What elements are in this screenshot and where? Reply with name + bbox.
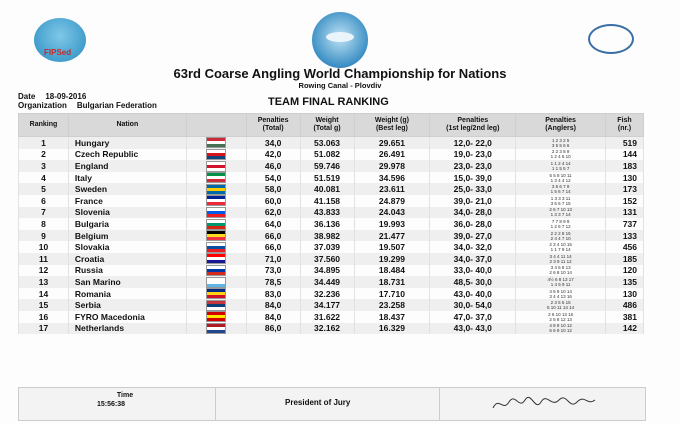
- flag-cell: [186, 241, 246, 253]
- weight-total-cell: 32.236: [300, 288, 354, 300]
- flag-icon: [206, 195, 226, 206]
- penalties-legs-cell: 30,0- 54,0: [430, 299, 516, 311]
- weight-best-cell: 21.477: [354, 230, 430, 242]
- weight-total-cell: 36.136: [300, 218, 354, 230]
- penalties-anglers-cell: [516, 276, 606, 288]
- table-row: [19, 183, 644, 195]
- nation-cell: Sweden: [68, 183, 186, 195]
- fish-cell: 737: [605, 218, 643, 230]
- anglers-leg2: 1 1 5 5 7: [551, 165, 570, 171]
- fish-cell: 152: [605, 195, 643, 207]
- flag-cell: [186, 288, 246, 300]
- penalties-total-cell: 84,0: [246, 299, 300, 311]
- flag-cell: [186, 230, 246, 242]
- championship-logo: [312, 12, 368, 68]
- weight-total-cell: 31.622: [300, 311, 354, 323]
- penalties-anglers-cell: [516, 149, 606, 161]
- weight-total-cell: 34.177: [300, 299, 354, 311]
- fish-cell: 144: [605, 149, 643, 161]
- anglers-leg1: 2 6 10 13 16: [548, 311, 574, 317]
- penalties-legs-cell: 34,0- 32,0: [430, 241, 516, 253]
- fish-cell: 131: [605, 207, 643, 219]
- penalties-legs-cell: 43,0- 43,0: [430, 323, 516, 335]
- nation-cell: Bulgaria: [68, 218, 186, 230]
- nation-cell: Italy: [68, 172, 186, 184]
- weight-best-cell: 19.993: [354, 218, 430, 230]
- nation-cell: Czech Republic: [68, 149, 186, 161]
- weight-total-cell: 40.081: [300, 183, 354, 195]
- weight-total-cell: 34.449: [300, 276, 354, 288]
- flag-icon: [206, 265, 226, 276]
- nation-cell: Russia: [68, 265, 186, 277]
- organization-value: Bulgarian Federation: [76, 101, 157, 110]
- penalties-total-cell: 66,0: [246, 230, 300, 242]
- penalties-anglers-cell: [516, 323, 606, 335]
- penalties-legs-cell: 33,0- 40,0: [430, 265, 516, 277]
- rank-cell: 1: [19, 137, 69, 149]
- weight-best-cell: 18.484: [354, 265, 430, 277]
- penalties-legs-cell: 23,0- 23,0: [430, 160, 516, 172]
- fish-cell: 173: [605, 183, 643, 195]
- penalties-anglers-cell: [516, 265, 606, 277]
- weight-total-cell: 43.833: [300, 207, 354, 219]
- president-label: President of Jury: [285, 398, 351, 407]
- nation-cell: Hungary: [68, 137, 186, 149]
- flag-icon: [206, 149, 226, 160]
- anglers-leg2: 1 3 3 7 14: [550, 212, 571, 218]
- rank-cell: 8: [19, 218, 69, 230]
- nation-cell: Romania: [68, 288, 186, 300]
- penalties-anglers-cell: [516, 241, 606, 253]
- penalties-total-cell: 78,5: [246, 276, 300, 288]
- table-row: [19, 230, 644, 242]
- nation-cell: Serbia: [68, 299, 186, 311]
- rank-cell: 16: [19, 311, 69, 323]
- col-penalties-legs: Penalties (1st leg/2nd leg): [430, 114, 516, 137]
- rank-cell: 4: [19, 172, 69, 184]
- table-row: [19, 323, 644, 335]
- rank-cell: 3: [19, 160, 69, 172]
- fish-cell: 519: [605, 137, 643, 149]
- fips-logo: [34, 18, 86, 62]
- anglers-leg2: 3 5 6 7 15: [550, 200, 571, 206]
- weight-total-cell: 59.746: [300, 160, 354, 172]
- fish-cell: 130: [605, 172, 643, 184]
- flag-icon: [206, 277, 226, 288]
- penalties-total-cell: 58,0: [246, 183, 300, 195]
- flag-cell: [186, 195, 246, 207]
- table-row: [19, 311, 644, 323]
- anglers-leg1: 7 7 8 9 9: [551, 218, 570, 224]
- flag-cell: [186, 172, 246, 184]
- flag-cell: [186, 276, 246, 288]
- flag-icon: [206, 242, 226, 253]
- penalties-anglers-cell: [516, 137, 606, 149]
- penalties-total-cell: 42,0: [246, 149, 300, 161]
- rank-cell: 17: [19, 323, 69, 335]
- flag-cell: [186, 160, 246, 172]
- col-nation: Nation: [68, 114, 186, 137]
- penalties-legs-cell: 43,0- 40,0: [430, 288, 516, 300]
- table-row: [19, 218, 644, 230]
- penalties-total-cell: 71,0: [246, 253, 300, 265]
- rank-cell: 9: [19, 230, 69, 242]
- col-weight-best: Weight (g) (Best leg): [354, 114, 430, 137]
- federation-logo: [588, 24, 634, 54]
- nation-cell: Croatia: [68, 253, 186, 265]
- weight-total-cell: 53.063: [300, 137, 354, 149]
- anglers-leg1: 1 2 3 2 5: [551, 137, 570, 143]
- flag-icon: [206, 207, 226, 218]
- penalties-anglers-cell: [516, 288, 606, 300]
- table-row: [19, 137, 644, 149]
- rank-cell: 15: [19, 299, 69, 311]
- date-value: 18-09-2016: [45, 92, 87, 101]
- rank-cell: 7: [19, 207, 69, 219]
- flag-icon: [206, 323, 226, 334]
- anglers-leg2: 1 5 6 7 14: [550, 189, 571, 195]
- penalties-legs-cell: 34,0- 28,0: [430, 207, 516, 219]
- penalties-anglers-cell: [516, 207, 606, 219]
- nation-cell: Netherlands: [68, 323, 186, 335]
- anglers-leg2: 3 5 5 6 6: [551, 142, 570, 148]
- weight-total-cell: 37.039: [300, 241, 354, 253]
- flag-cell: [186, 299, 246, 311]
- flag-icon: [206, 172, 226, 183]
- weight-best-cell: 18.731: [354, 276, 430, 288]
- flag-cell: [186, 311, 246, 323]
- fish-cell: 120: [605, 265, 643, 277]
- fish-cell: 486: [605, 299, 643, 311]
- weight-total-cell: 51.519: [300, 172, 354, 184]
- anglers-leg2: 6 6 9 10 12: [549, 328, 572, 334]
- flag-icon: [206, 253, 226, 264]
- penalties-legs-cell: 39,0- 27,0: [430, 230, 516, 242]
- nation-cell: France: [68, 195, 186, 207]
- penalties-anglers-cell: [516, 311, 606, 323]
- date-label: Date: [18, 92, 36, 101]
- flag-cell: [186, 183, 246, 195]
- nation-cell: Belgium: [68, 230, 186, 242]
- weight-best-cell: 23.258: [354, 299, 430, 311]
- organization-label: Organization: [18, 101, 67, 110]
- fips-logo-text: FIPSed: [44, 48, 72, 57]
- weight-best-cell: 16.329: [354, 323, 430, 335]
- anglers-leg1: 2 2 3 8 9: [551, 149, 570, 155]
- anglers-leg2: 1 1 7 9 14: [550, 247, 571, 253]
- penalties-anglers-cell: [516, 183, 606, 195]
- table-row: [19, 149, 644, 161]
- table-row: [19, 195, 644, 207]
- col-weight-total: Weight (Total g): [300, 114, 354, 137]
- date-line: [18, 92, 86, 101]
- weight-best-cell: 26.491: [354, 149, 430, 161]
- anglers-leg2: 2 4 4 7 10: [550, 235, 571, 241]
- penalties-anglers-cell: [516, 299, 606, 311]
- anglers-leg1: 4 8 9 10 12: [549, 323, 572, 329]
- flag-icon: [206, 311, 226, 322]
- penalties-anglers-cell: [516, 218, 606, 230]
- anglers-leg2: 2 6 8 10 14: [549, 270, 572, 276]
- weight-best-cell: 34.596: [354, 172, 430, 184]
- nation-cell: England: [68, 160, 186, 172]
- nation-cell: Slovenia: [68, 207, 186, 219]
- weight-best-cell: 19.299: [354, 253, 430, 265]
- organization-line: [18, 101, 157, 110]
- table-row: [19, 160, 644, 172]
- penalties-anglers-cell: [516, 253, 606, 265]
- penalties-total-cell: 83,0: [246, 288, 300, 300]
- weight-best-cell: 17.710: [354, 288, 430, 300]
- anglers-leg1: 2 3 4 10 15: [549, 242, 572, 248]
- weight-best-cell: 29.978: [354, 160, 430, 172]
- fish-cell: 183: [605, 160, 643, 172]
- weight-total-cell: 41.158: [300, 195, 354, 207]
- penalties-legs-cell: 48,5- 30,0: [430, 276, 516, 288]
- table-row: [19, 288, 644, 300]
- flag-icon: [206, 288, 226, 299]
- penalties-anglers-cell: [516, 195, 606, 207]
- penalties-anglers-cell: [516, 172, 606, 184]
- penalties-legs-cell: 39,0- 21,0: [430, 195, 516, 207]
- penalties-total-cell: 86,0: [246, 323, 300, 335]
- anglers-leg2: 3 4 4 13 16: [549, 293, 572, 299]
- anglers-leg1: 3 4 5 8 13: [550, 265, 571, 271]
- anglers-leg1: 5 5 8 10 11: [549, 172, 572, 178]
- page-title: 63rd Coarse Angling World Championship for Nations: [173, 66, 507, 81]
- col-penalties-total: Penalties (Total): [246, 114, 300, 137]
- penalties-total-cell: 46,0: [246, 160, 300, 172]
- flag-cell: [186, 149, 246, 161]
- rank-cell: 13: [19, 276, 69, 288]
- table-header-row: [19, 114, 644, 137]
- flag-cell: [186, 253, 246, 265]
- time-label: Time: [116, 392, 134, 399]
- fish-cell: 130: [605, 288, 643, 300]
- anglers-leg1: 1 1 2 4 14: [550, 160, 571, 166]
- weight-total-cell: 34.895: [300, 265, 354, 277]
- footer-bar: [18, 387, 646, 421]
- nation-cell: FYRO Macedonia: [68, 311, 186, 323]
- table-row: [19, 253, 644, 265]
- col-penalties-anglers: Penalties (Anglers): [516, 114, 606, 137]
- col-fish: Fish (nr.): [605, 114, 643, 137]
- rank-cell: 6: [19, 195, 69, 207]
- penalties-legs-cell: 36,0- 28,0: [430, 218, 516, 230]
- fish-cell: 381: [605, 311, 643, 323]
- col-flag: [186, 114, 246, 137]
- anglers-leg1: 2 3 5 5 15: [550, 300, 571, 306]
- weight-total-cell: 38.982: [300, 230, 354, 242]
- anglers-leg1: 3 6 6 7 9: [551, 184, 570, 190]
- penalties-total-cell: 54,0: [246, 172, 300, 184]
- weight-total-cell: 51.082: [300, 149, 354, 161]
- page-subtitle: Rowing Canal - Plovdiv: [298, 81, 382, 90]
- fish-icon: [326, 32, 354, 42]
- anglers-leg2: 1 3 4 4 12: [550, 177, 571, 183]
- penalties-anglers-cell: [516, 160, 606, 172]
- flag-cell: [186, 137, 246, 149]
- footer-president-cell: [215, 388, 440, 420]
- flag-cell: [186, 207, 246, 219]
- fish-cell: 456: [605, 241, 643, 253]
- penalties-total-cell: 66,0: [246, 241, 300, 253]
- team-ranking-table: [18, 113, 644, 334]
- nation-cell: San Marino: [68, 276, 186, 288]
- rank-cell: 11: [19, 253, 69, 265]
- weight-best-cell: 24.879: [354, 195, 430, 207]
- weight-total-cell: 37.560: [300, 253, 354, 265]
- flag-cell: [186, 218, 246, 230]
- anglers-leg1: 1 3 3 3 11: [550, 195, 571, 201]
- col-ranking: Ranking: [19, 114, 69, 137]
- anglers-leg1: 3 4 4 11 14: [549, 253, 572, 259]
- penalties-legs-cell: 19,0- 23,0: [430, 149, 516, 161]
- table-row: [19, 299, 644, 311]
- weight-best-cell: 23.611: [354, 183, 430, 195]
- table-row: [19, 207, 644, 219]
- penalties-legs-cell: 34,0- 37,0: [430, 253, 516, 265]
- flag-icon: [206, 184, 226, 195]
- flag-cell: [186, 265, 246, 277]
- weight-best-cell: 29.651: [354, 137, 430, 149]
- weight-best-cell: 24.043: [354, 207, 430, 219]
- flag-cell: [186, 323, 246, 335]
- table-row: [19, 172, 644, 184]
- anglers-leg2: 1 2 6 7 12: [550, 223, 571, 229]
- anglers-leg2: 1 2 4 6 10: [550, 154, 571, 160]
- fish-cell: 185: [605, 253, 643, 265]
- rank-cell: 12: [19, 265, 69, 277]
- anglers-leg1: 4½ 6 8 13 17: [547, 276, 574, 282]
- penalties-total-cell: 34,0: [246, 137, 300, 149]
- table-row: [19, 265, 644, 277]
- penalties-legs-cell: 15,0- 39,0: [430, 172, 516, 184]
- weight-total-cell: 32.162: [300, 323, 354, 335]
- anglers-leg1: 4 6 9 10 14: [549, 288, 572, 294]
- penalties-anglers-cell: [516, 230, 606, 242]
- penalties-total-cell: 84,0: [246, 311, 300, 323]
- table-row: [19, 276, 644, 288]
- anglers-leg2: 5 10 11 14 14: [546, 305, 575, 311]
- penalties-legs-cell: 47,0- 37,0: [430, 311, 516, 323]
- anglers-leg2: 2 3 9 11 12: [549, 258, 572, 264]
- anglers-leg2: 2 5 8 12 13: [549, 316, 572, 322]
- flag-icon: [206, 230, 226, 241]
- signature: [489, 394, 599, 414]
- fish-cell: 133: [605, 230, 643, 242]
- footer-time-cell: [19, 388, 216, 420]
- fish-cell: 142: [605, 323, 643, 335]
- penalties-total-cell: 60,0: [246, 195, 300, 207]
- flag-icon: [206, 161, 226, 172]
- anglers-leg2: 1 4 5 9 11: [550, 281, 571, 287]
- rank-cell: 2: [19, 149, 69, 161]
- anglers-leg1: 2 2 2 8 15: [550, 230, 571, 236]
- anglers-leg1: 2 6 7 10 13: [549, 207, 572, 213]
- time-value: 15:56:38: [97, 401, 126, 408]
- penalties-total-cell: 62,0: [246, 207, 300, 219]
- rank-cell: 10: [19, 241, 69, 253]
- weight-best-cell: 18.437: [354, 311, 430, 323]
- fish-cell: 135: [605, 276, 643, 288]
- flag-icon: [206, 219, 226, 230]
- penalties-legs-cell: 25,0- 33,0: [430, 183, 516, 195]
- ranking-heading: TEAM FINAL RANKING: [268, 96, 389, 108]
- penalties-total-cell: 64,0: [246, 218, 300, 230]
- table-row: [19, 241, 644, 253]
- penalties-legs-cell: 12,0- 22,0: [430, 137, 516, 149]
- rank-cell: 5: [19, 183, 69, 195]
- rank-cell: 14: [19, 288, 69, 300]
- weight-best-cell: 19.507: [354, 241, 430, 253]
- flag-icon: [206, 300, 226, 311]
- penalties-total-cell: 73,0: [246, 265, 300, 277]
- nation-cell: Slovakia: [68, 241, 186, 253]
- flag-icon: [206, 137, 226, 148]
